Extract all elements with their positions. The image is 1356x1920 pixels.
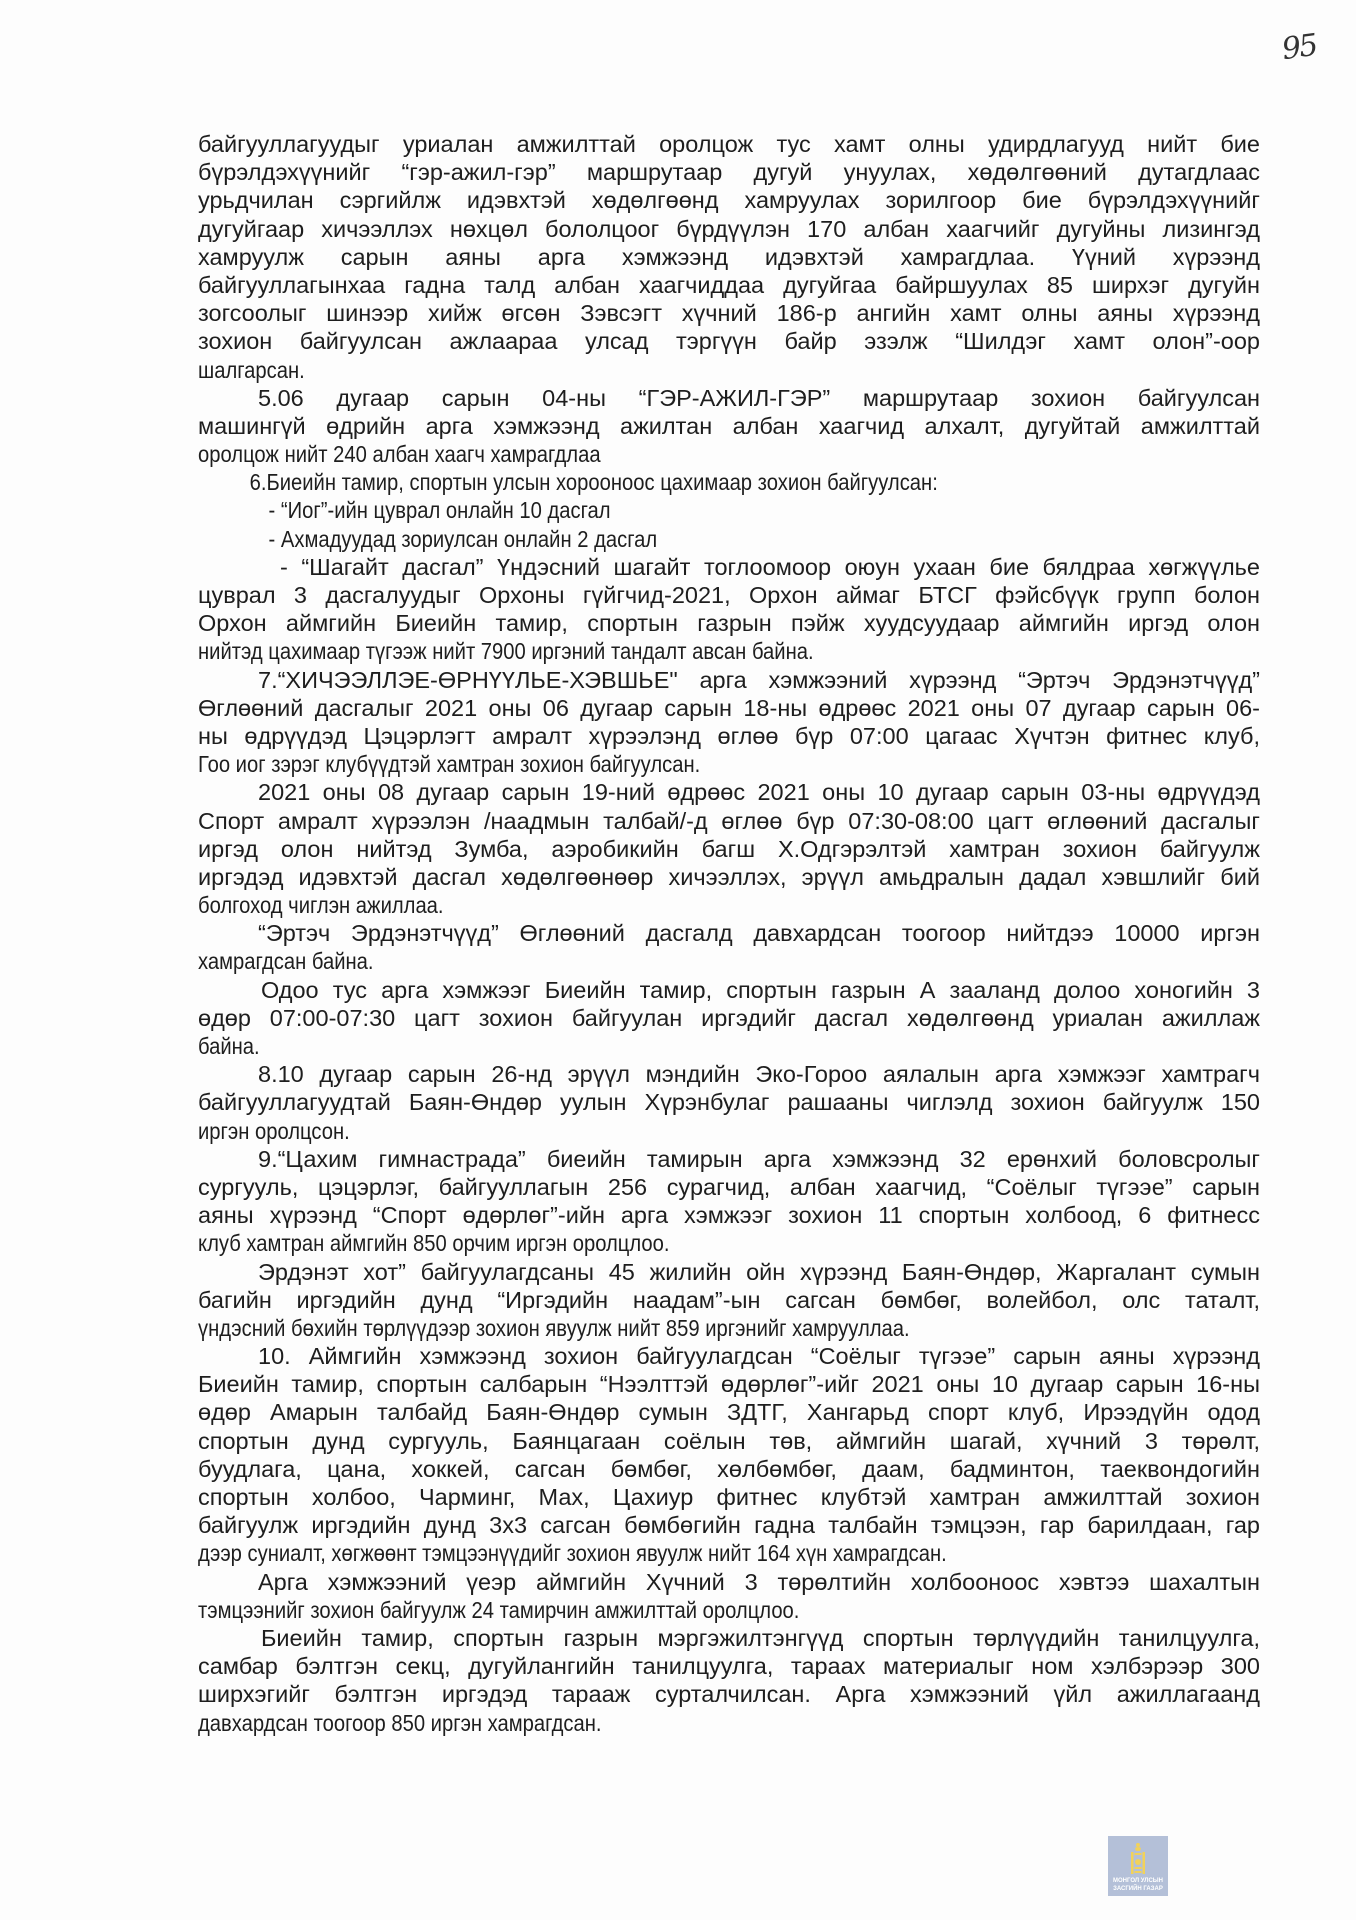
government-logo [1108, 1836, 1168, 1896]
text-line: 9.“Цахим гимнастрада” биеийн тамирын арга хэмжээнд 32 ерөнхий боловсролыг [258, 1145, 1260, 1172]
handwritten-page-number: 95 [1279, 27, 1319, 68]
text-line: өдөр Амарын талбайд Баян-Өндөр сумын ЗДТГ, Хангарьд спорт клуб, Ирээдүйн одод [198, 1399, 1260, 1426]
text-line: давхардсан тоогоор 850 иргэн хамрагдсан. [198, 1709, 602, 1736]
text-line: өдөр 07:00-07:30 цагт зохион байгуулан иргэдийг дасгал хөдөлгөөнд уриалан ажиллаж [198, 1004, 1260, 1031]
text-line: дээр суниалт, хөгжөөнт тэмцээнүүдийг зохион явуулж нийт 164 хүн хамрагдсан. [198, 1540, 947, 1567]
text-line: машингүй өдрийн арга хэмжээнд ажилтан албан хаагчид алхалт, дугуйтай амжилттай [198, 412, 1260, 439]
text-line: урьдчилан сэргийлж идэвхтэй хөдөлгөөнд хамруулах зорилгоор бие бүрэлдэхүүнийг [198, 187, 1260, 214]
text-line: үндэсний бөхийн төрлүүдээр зохион явуулж нийт 859 иргэнийг хамрууллаа. [198, 1314, 910, 1341]
text-line: спортын дунд сургууль, Баянцагаан соёлын төв, аймгийн шагай, хүчний 3 төрөлт, [198, 1427, 1260, 1454]
text-line: Одоо тус арга хэмжээг Биеийн тамир, спортын газрын А зааланд долоо хоногийн 3 [261, 976, 1260, 1003]
text-line: шалгарсан. [198, 356, 305, 383]
text-line: цуврал 3 дасгалуудыг Орхоны гүйгчид-2021, Орхон аймаг БТСГ фэйсбүүк групп болон [198, 582, 1260, 608]
text-line: хамруулж сарын аяны арга хэмжээнд идэвхтэй хамрагдлаа. Үүний хүрээнд [198, 243, 1260, 270]
text-line: 2021 оны 08 дугаар сарын 19-ний өдрөөс 2021 оны 10 дугаар сарын 03-ны өдрүүдэд [258, 779, 1260, 806]
text-line: байгуулж иргэдийн дунд 3х3 сагсан бөмбөгийн гадна талбайн тэмцээн, гар барилдаан, гар [198, 1512, 1260, 1539]
text-line: оролцож нийт 240 албан хаагч хамрагдлаа [198, 441, 601, 468]
text-line: иргэн оролцсон. [198, 1117, 350, 1144]
text-line: иргэд олон нийтэд Зумба, аэробикийн багш Х.Одгэрэлтэй хамтран зохион байгуулж [198, 835, 1260, 862]
text-line: дугуйгаар хичээллэх нөхцөл бололцоог бүрдүүлэн 170 албан хаагчийг дугуйны лизингэд [198, 215, 1260, 242]
text-line: Эрдэнэт хот” байгуулагдсаны 45 жилийн ойн хүрээнд Баян-Өндөр, Жаргалант сумын [258, 1258, 1260, 1285]
text-line: Биеийн тамир, спортын салбарын “Нээлттэй өдөрлөг”-ийг 2021 оны 10 дугаар сарын 16-ны [198, 1371, 1260, 1398]
text-line: 10. Аймгийн хэмжээнд зохион байгуулагдсан “Соёлыг түгээе” сарын аяны хүрээнд [258, 1343, 1260, 1370]
logo-text-line2: ЗАСГИЙН ГАЗАР [1113, 1886, 1163, 1892]
text-line: байгууллагынхаа гадна талд албан хаагчиддаа дугуйгаа байршуулах 85 ширхэг дугуйн [198, 271, 1260, 298]
logo-text-line1: МОНГОЛ УЛСЫН [1113, 1878, 1163, 1884]
text-line: клуб хамтран аймгийн 850 орчим иргэн оролцлоо. [198, 1230, 670, 1257]
text-line: ширхэгийг бэлтгэн иргэдэд тарааж сурталчилсан. Арга хэмжээний үйл ажиллагаанд [198, 1681, 1260, 1708]
text-line: - “Иог”-ийн цуврал онлайн 10 дасгал [268, 497, 611, 524]
text-line: ны өдрүүдэд Цэцэрлэгт амралт хүрээлэнд өглөө бүр 07:00 цагаас Хүчтэн фитнес клуб, [198, 722, 1260, 749]
text-line: 8.10 дугаар сарын 26-нд эрүүл мэндийн Эко-Гороо аялалын арга хэмжээг хамтрагч [258, 1061, 1260, 1088]
soyombo-emblem-icon [1130, 1842, 1146, 1876]
text-line: сургууль, цэцэрлэг, байгууллагын 256 сурагчид, албан хаагчид, “Соёлыг түгээе” сарын [198, 1173, 1260, 1200]
text-line: Арга хэмжээний үеэр аймгийн Хүчний 3 төрөлтийн холбооноос хэвтээ шахалтын [258, 1568, 1260, 1595]
text-line: Гоо иог зэрэг клубүүдтэй хамтран зохион байгуулсан. [198, 751, 701, 778]
text-line: Биеийн тамир, спортын газрын мэргэжилтэнгүүд спортын төрлүүдийн танилцуулга, [261, 1624, 1260, 1651]
text-line: иргэдэд идэвхтэй дасгал хөдөлгөөнөөр хичээллэх, эрүүл амьдралын дадал хэвшлийг бий [198, 863, 1260, 890]
text-line: тэмцээнийг зохион байгуулж 24 тамирчин амжилттай оролцлоо. [198, 1596, 800, 1623]
text-line: байгууллагуудыг уриалан амжилттай оролцож тус хамт олны удирдлагууд нийт бие [198, 131, 1260, 157]
text-line: зохион байгуулсан ажлаараа улсад тэргүүн байр эзэлж “Шилдэг хамт олон”-оор [198, 328, 1260, 355]
text-line: зогсоолыг шинээр хийж өгсөн Зэвсэгт хүчний 186-р ангийн хамт олны аяны хүрээнд [198, 300, 1260, 327]
text-line: Өглөөний дасгалыг 2021 оны 06 дугаар сарын 18-ны өдрөөс 2021 оны 07 дугаар сарын 06- [198, 694, 1260, 721]
text-line: буудлага, цана, хоккей, сагсан бөмбөг, хөлбөмбөг, даам, бадминтон, таеквондогийн [198, 1455, 1260, 1482]
text-line: 7.“ХИЧЭЭЛЛЭЕ-ӨРНҮҮЛЬЕ-ХЭВШЬЕ" арга хэмжээний хүрээнд “Эртэч Эрдэнэтчүүд” [258, 666, 1260, 693]
text-line: Орхон аймгийн Биеийн тамир, спортын газрын пэйж хуудсуудаар аймгийн иргэд олон [198, 610, 1260, 637]
text-line: самбар бэлтгэн секц, дугуйлангийн танилцуулга, тараах материалыг ном хэлбэрээр 300 [198, 1653, 1260, 1680]
text-line: нийтэд цахимаар түгээж нийт 7900 иргэний тандалт авсан байна. [198, 638, 814, 665]
text-line: Спорт амралт хүрээлэн /наадмын талбай/-д өглөө бүр 07:30-08:00 цагт өглөөний дасгалыг [198, 807, 1260, 834]
text-line: 6.Биеийн тамир, спортын улсын хорооноос цахимаар зохион байгуулсан: [249, 469, 938, 496]
text-line: байна. [198, 1033, 260, 1059]
text-line: спортын холбоо, Чарминг, Мах, Цахиур фитнес клубтэй хамтран амжилттай зохион [198, 1484, 1260, 1510]
text-line: байгууллагуудтай Баян-Өндөр уулын Хүрэнбулаг рашааны чиглэлд зохион байгуулж 150 [198, 1089, 1260, 1116]
text-line: аяны хүрээнд “Спорт өдөрлөг”-ийн арга хэмжээг зохион 11 спортын холбоод, 6 фитнесс [198, 1202, 1260, 1229]
text-line: 5.06 дугаар сарын 04-ны “ГЭР-АЖИЛ-ГЭР” маршрутаар зохион байгуулсан [258, 384, 1260, 411]
text-line: - “Шагайт дасгал” Үндэсний шагайт тоглоомоор оюун ухаан бие бялдраа хөгжүүлье [280, 553, 1260, 580]
text-line: бүрэлдэхүүнийг “гэр-ажил-гэр” маршрутаар дугуй унуулах, хөдөлгөөний дутагдлаас [198, 159, 1260, 186]
text-line: хамрагдсан байна. [198, 948, 374, 975]
text-line: багийн иргэдийн дунд “Иргэдийн наадам”-ын сагсан бөмбөг, волейбол, олс таталт, [198, 1286, 1260, 1313]
text-line: - Ахмадуудад зориулсан онлайн 2 дасгал [268, 525, 658, 552]
document-body [198, 130, 1260, 1737]
text-line: болгоход чиглэн ажиллаа. [198, 892, 444, 919]
text-line: “Эртэч Эрдэнэтчүүд” Өглөөний дасгалд давхардсан тоогоор нийтдээ 10000 иргэн [258, 920, 1260, 947]
